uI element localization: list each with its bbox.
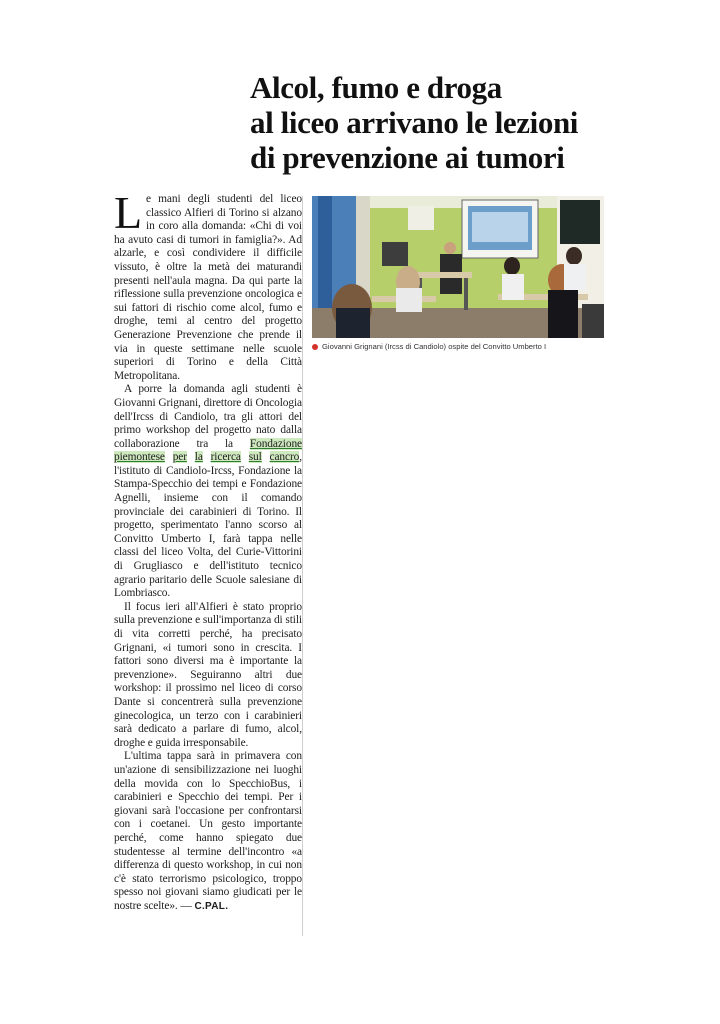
photo-caption [312, 341, 612, 353]
paragraph-2 [114, 383, 302, 601]
highlight-link[interactable]: ricerca [210, 451, 241, 464]
paragraph-2-text-a: A porre la domanda agli studenti è Giovanni Grignani, direttore di Oncologia dell'Ircss di Candiolo, tra gli attori del primo workshop del progetto nato dalla collaborazione tra la [114, 383, 302, 450]
headline-line-2: al liceo arrivano le lezioni [250, 105, 578, 140]
highlight-link[interactable]: Fondazione [249, 437, 303, 450]
article-body [114, 187, 303, 913]
classroom-photo [312, 196, 604, 338]
headline-line-3: di prevenzione ai tumori [250, 140, 565, 175]
paragraph-1-text: e mani degli studenti del liceo classico Alfieri di Torino si alzano in coro alla domanda: «Chi di voi ha avuto casi di tumori in famiglia?». Ad alzarle, e così condividere il difficile vissuto, è oltre la metà dei maturandi presenti nell'aula magna. Da qui parte la riflessione sulla prevenzione oncologica e sui fattori di rischio come alcol, fumo e droghe, temi al centro del progetto Generazione Prevenzione che prende il via in queste settimane nelle scuole superiori di Torino e della Città Metropolitana. [114, 193, 302, 382]
caption-bullet-icon [312, 344, 318, 350]
paragraph-2-text-b: , l'istituto di Candiolo-Ircss, Fondazione la Stampa-Specchio dei tempi e Fondazione Agnelli, insieme con il comando provinciale dei carabinieri di Torino. Il progetto, sperimentato l'anno scorso al Convitto Umberto I, farà tappa nelle classi del liceo Volta, del Curie-Vittorini di Grugliasco e dell'istituto tecnico agrario paritario delle Scuole salesiane di Lombriasco. [114, 451, 303, 600]
highlight-link[interactable]: la [194, 451, 203, 464]
paragraph-4 [114, 750, 302, 913]
classroom-illustration [312, 196, 604, 338]
highlight-link[interactable]: per [172, 451, 187, 464]
paragraph-3: Il focus ieri all'Alfieri è stato proprio sulla prevenzione e sull'importanza di stili di vita corretti perché, ha precisato Grignani, «i tumori sono in crescita. I fattori sono diversi ma è importante la prevenzione». Seguiranno altri due workshop: il prossimo nel liceo di corso Dante si concentrerà sulla prevenzione ginecologica, un terzo con i carabinieri sarà dedicato a parlare di fumo, alcol, droghe e guida irresponsabile. [114, 600, 302, 749]
headline-line-1: Alcol, fumo e droga [250, 70, 502, 105]
headline [250, 70, 690, 175]
caption-text: Giovanni Grignani (Ircss di Candiolo) ospite del Convitto Umberto I [322, 342, 547, 351]
highlight-link[interactable]: sul [248, 451, 262, 464]
author-signature: C.PAL. [194, 900, 229, 912]
paragraph-4-text: L'ultima tappa sarà in primavera con un'azione di sensibilizzazione nei luoghi della movida con lo SpecchioBus, i carabinieri e Specchio dei tempi. Per i giovani sarà l'occasione per confrontarsi con i coetanei. Un gesto importante perché, come hanno spiegato due studentesse al termine dell'incontro «a differenza di questo workshop, in cui non c'è stato terrorismo psicologico, troppo spesso noi giovani siamo giudicati per le nostre scelte». — [114, 750, 302, 912]
highlight-link[interactable]: piemontese [114, 451, 165, 464]
column-divider [302, 196, 303, 936]
highlight-link[interactable]: cancro [269, 451, 300, 464]
paragraph-1 [114, 187, 302, 383]
drop-cap: L [114, 187, 142, 238]
